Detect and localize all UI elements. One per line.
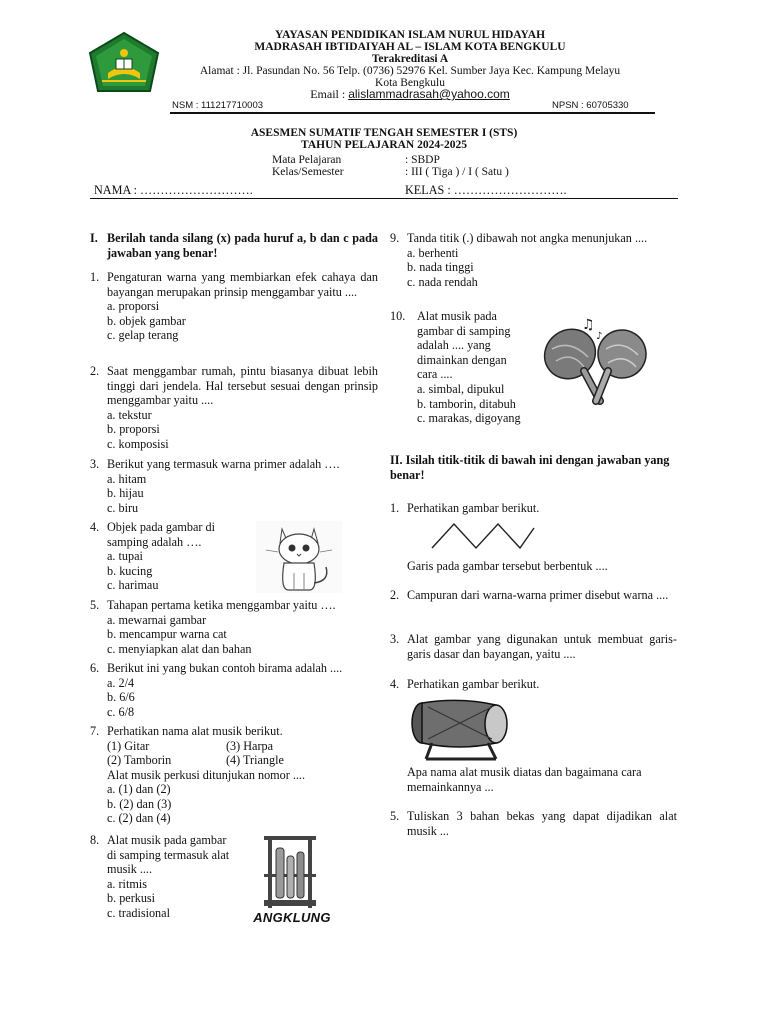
drum-image <box>408 693 510 761</box>
option-9c[interactable]: c. nada rendah <box>407 274 478 289</box>
class-value: : III ( Tiga ) / I ( Satu ) <box>405 166 509 178</box>
option-1b[interactable]: b. objek gambar <box>107 313 186 328</box>
maracas-image <box>540 309 650 409</box>
option-1c[interactable]: c. gelap terang <box>107 328 179 343</box>
question-6: 6. Berikut ini yang bukan contoh birama adalah .... a. 2/4 b. 6/6 c. 6/8 <box>90 661 378 719</box>
option-10c[interactable]: c. marakas, digoyang <box>417 411 521 426</box>
address-line-2: Kota Bengkulu <box>375 77 445 89</box>
info-divider <box>90 198 678 199</box>
option-9a[interactable]: a. berhenti <box>407 245 459 260</box>
question-10: 10. Alat musik pada gambar di samping adalah .... yang dimainkan dengan cara .... a. simbal, dipukul b. tamborin, ditabuh c. marakas, digoyang <box>390 309 540 426</box>
option-5b[interactable]: b. mencampur warna cat <box>107 627 227 642</box>
angklung-image <box>252 834 332 928</box>
essay-1: 1. Perhatikan gambar berikut. <box>390 501 540 515</box>
question-5: 5. Tahapan pertama ketika menggambar yaitu …. a. mewarnai gambar b. mencampur warna cat c. menyiapkan alat dan bahan <box>90 598 378 656</box>
essay-3: 3. Alat gambar yang digunakan untuk membuat garis-garis dasar dan bayangan, yaitu .... <box>390 632 677 661</box>
instrument-3: (3) Harpa <box>226 738 274 753</box>
accreditation: Terakreditasi A <box>371 53 449 65</box>
svg-text:♪: ♪ <box>596 331 603 342</box>
essay-5: 5. Tuliskan 3 bahan bekas yang dapat dijadikan alat musik ... <box>390 809 677 838</box>
angklung-caption: ANGKLUNG <box>253 910 331 925</box>
option-5c[interactable]: c. menyiapkan alat dan bahan <box>107 641 252 656</box>
option-4a[interactable]: a. tupai <box>107 549 143 564</box>
option-7b[interactable]: b. (2) dan (3) <box>107 796 172 811</box>
header-divider <box>170 112 655 114</box>
email-link[interactable]: alislammadrasah@yahoo.com <box>348 87 510 101</box>
essay-2: 2. Campuran dari warna-warna primer disebut warna .... <box>390 588 669 602</box>
email-line <box>160 87 660 101</box>
foundation-name: YAYASAN PENDIDIKAN ISLAM NURUL HIDAYAH <box>274 29 546 41</box>
question-8: 8. Alat musik pada gambar di samping termasuk alat musik .... a. ritmis b. perkusi c. tradisional <box>90 833 235 921</box>
option-2b[interactable]: b. proporsi <box>107 422 160 437</box>
option-10b[interactable]: b. tamborin, ditabuh <box>417 396 516 411</box>
school-name: MADRASAH IBTIDAIYAH AL – ISLAM KOTA BENGKULU <box>254 41 566 53</box>
kelas-field[interactable]: KELAS : ………………………. <box>405 183 567 197</box>
school-logo <box>88 31 160 93</box>
section-1-instruction: I. Berilah tanda silang (x) pada huruf a, b dan c pada jawaban yang benar! <box>90 231 378 260</box>
option-1a[interactable]: a. proporsi <box>107 299 160 314</box>
essay-4-question: Apa nama alat musik diatas dan bagaimana cara memainkannya ... <box>407 765 642 794</box>
cat-image <box>256 521 342 593</box>
option-2c[interactable]: c. komposisi <box>107 436 169 451</box>
option-8a[interactable]: a. ritmis <box>107 876 147 891</box>
question-4: 4. Objek pada gambar di samping adalah …. a. tupai b. kucing c. harimau <box>90 520 240 593</box>
option-3c[interactable]: c. biru <box>107 500 139 515</box>
option-6b[interactable]: b. 6/6 <box>107 690 135 705</box>
question-3: 3. Berikut yang termasuk warna primer adalah …. a. hitam b. hijau c. biru <box>90 457 378 515</box>
instrument-list <box>107 739 378 768</box>
option-7c[interactable]: c. (2) dan (4) <box>107 811 171 826</box>
question-2: 2. Saat menggambar rumah, pintu biasanya dibuat lebih tinggi dari jendela. Hal tersebut sesuai dengan prinsip menggambar yaitu .... a. tekstur b. proporsi c. komposisi <box>90 364 378 451</box>
section-2-instruction: II. Isilah titik-titik di bawah ini dengan jawaban yang benar! <box>390 453 670 482</box>
subject-label: Mata Pelajaran <box>272 154 342 166</box>
question-9: 9. Tanda titik (.) dibawah not angka menunjukan .... a. berhenti b. nada tinggi c. nada rendah <box>390 231 677 289</box>
question-1: 1. Pengaturan warna yang membiarkan efek cahaya dan bayangan merupakan prinsip menggambar yaitu .... a. proporsi b. objek gambar c. gelap terang <box>90 270 378 343</box>
option-6c[interactable]: c. 6/8 <box>107 704 135 719</box>
class-label: Kelas/Semester <box>272 166 344 178</box>
nsm: NSM : 111217710003 <box>172 100 264 111</box>
option-4b[interactable]: b. kucing <box>107 563 153 578</box>
option-2a[interactable]: a. tekstur <box>107 407 152 422</box>
svg-text:♫: ♫ <box>582 317 595 333</box>
option-3b[interactable]: b. hijau <box>107 486 144 501</box>
option-7a[interactable]: a. (1) dan (2) <box>107 782 171 797</box>
option-5a[interactable]: a. mewarnai gambar <box>107 612 207 627</box>
option-6a[interactable]: a. 2/4 <box>107 675 135 690</box>
instrument-1: (1) Gitar <box>107 738 150 753</box>
email-label: Email : <box>310 87 349 101</box>
option-4c[interactable]: c. harimau <box>107 578 159 593</box>
zigzag-line-image <box>428 520 538 552</box>
option-8b[interactable]: b. perkusi <box>107 891 156 906</box>
question-7: 7. Perhatikan nama alat musik berikut. (1) Gitar (3) Harpa (2) Tamborin (4) Triangle Alat musik perkusi ditunjukan nomor .... a. (1) dan (2) b. (2) dan (3) c. (2) dan (4) <box>90 724 378 826</box>
option-9b[interactable]: b. nada tinggi <box>407 260 474 275</box>
subject-value: : SBDP <box>405 154 440 166</box>
address-line-1: Alamat : Jl. Pasundan No. 56 Telp. (0736) 52976 Kel. Sumber Jaya Kec. Kampung Melayu <box>199 65 621 77</box>
instrument-2: (2) Tamborin <box>107 753 172 768</box>
essay-4: 4. Perhatikan gambar berikut. <box>390 677 540 691</box>
option-10a[interactable]: a. simbal, dipukul <box>417 381 505 396</box>
essay-1-question: Garis pada gambar tersebut berbentuk .... <box>407 559 608 573</box>
name-field[interactable]: NAMA : ………………………. <box>94 183 253 197</box>
option-3a[interactable]: a. hitam <box>107 471 147 486</box>
instrument-4: (4) Triangle <box>226 753 284 768</box>
exam-year: TAHUN PELAJARAN 2024-2025 <box>301 139 467 151</box>
npsn: NPSN : 60705330 <box>552 100 629 111</box>
option-8c[interactable]: c. tradisional <box>107 905 170 920</box>
exam-title: ASESMEN SUMATIF TENGAH SEMESTER I (STS) <box>250 127 518 139</box>
